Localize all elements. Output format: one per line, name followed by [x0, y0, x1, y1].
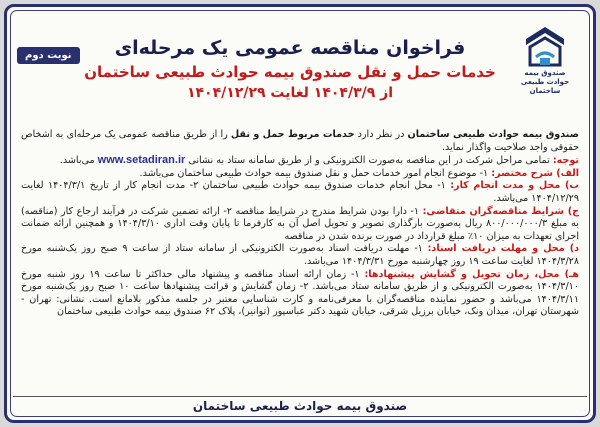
logo-text-line-2: حوادث طبیعی: [520, 78, 570, 86]
logo-mark-icon: [522, 23, 568, 69]
title-block: [83, 35, 497, 103]
section-a: [21, 168, 579, 181]
logo-text-line-1: صندوق بیمه: [524, 69, 566, 77]
section-c-label: ج) شرایط مناقصه‌گران متقاضی:: [422, 205, 579, 217]
footer-org-name: صندوق بیمه حوادث طبیعی ساختمان: [13, 396, 587, 416]
intro-bold: خدمات مربوط حمل و نقل: [230, 129, 355, 140]
intro-paragraph: [21, 129, 579, 154]
note-end: می‌باشد.: [59, 155, 98, 167]
section-e-label: هـ) محل، زمان تحویل و گشایش پیشنهادها:: [364, 268, 579, 280]
note-label: توجه:: [552, 155, 579, 167]
setad-link[interactable]: www.setadiran.ir: [97, 154, 186, 167]
section-b-label: ب) محل و مدت انجام کار:: [450, 180, 579, 192]
section-a-label: الف) شرح مختصر:: [491, 167, 579, 179]
header: [13, 13, 587, 125]
section-e-text: ۱- زمان ارائه اسناد مناقصه و پیشنهاد مالی حداکثر تا ساعت ۱۹ روز شنبه مورخ ۱۴۰۴/۳/۱۰ به‌صورت الکترونیکی و از طریق سامانه ستاد می‌باشد. ۲- زمان گشایش و قرائت پیشنهادها ساعت ۱۰ صبح روز یک‌شنبه مورخ ۱۴۰۴/۳/۱۱ می‌باشد و حضور نماینده مناقصه‌گران با معرفی‌نامه و کارت شناسایی معتبر در جلسه مذکور بلامانع است. نشانی: تهران - شهرستان تهران، میدان ونک، خیابان برزیل شرقی، خیابان شهید دکتر عباسپور (توانیر)، پلاک ۶۲ صندوق بیمه حوادث طبیعی ساختمان: [21, 268, 579, 318]
section-b-text: ۱- محل انجام خدمات صندوق بیمه حوادث طبیعی ساختمان ۲- مدت انجام کار از تاریخ ۱۴۰۴/۳/۱ لغایت ۱۴۰۴/۱۲/۲۹ می‌باشد.: [21, 180, 579, 204]
logo-text-line-3: ساختمان: [529, 87, 561, 95]
section-d-text: ۱- مهلت دریافت اسناد به‌صورت الکترونیکی از سامانه ستاد از ساعت ۹ صبح روز یک‌شنبه مورخ ۱۴۰۴/۳/۲۸ لغایت ساعت ۱۹ روز چهارشنبه مورخ ۱۴۰۴/۳/۳۱ می‌باشد.: [21, 243, 579, 267]
intro-org: صندوق بیمه حوادث طبیعی ساختمان: [407, 129, 579, 140]
date-range: از ۱۴۰۴/۳/۹ لغایت ۱۴۰۴/۱۲/۲۹: [186, 85, 394, 101]
note-text: تمامی مراحل شرکت در این مناقصه به‌صورت الکترونیکی و از طریق سامانه ستاد به نشانی: [185, 155, 553, 167]
intro-mid: در نظر دارد: [354, 129, 408, 140]
organization-logo: [507, 23, 583, 123]
newspaper-ad: [4, 4, 596, 423]
notice-body: [21, 129, 579, 319]
section-c-text: ۱- دارا بودن شرایط مندرج در شرایط مناقصه ۲- ارائه تضمین شرکت در فرآیند ارجاع کار (مناقصه) به مبلغ ۸۰۰/۰۰۰/۰۰۰/۳ ریال به‌صورت بارگذاری تصویر و تحویل اصل آن به کارفرما تا پایان وقت اداری ۱۴۰۴/۳/۱۰ و همچنین ارائه ضمانت اجرای تعهدات به میزان ۱۰٪ مبلغ قرارداد در صورت برنده شدن در مناقصه: [21, 205, 579, 242]
subtitle: خدمات حمل و نقل صندوق بیمه حوادث طبیعی ساختمان: [84, 63, 496, 81]
section-d: [21, 243, 579, 268]
round-badge: نوبت دوم: [17, 47, 80, 64]
main-title: فراخوان مناقصه عمومی یک مرحله‌ای: [114, 37, 466, 59]
section-a-text: ۱- موضوع انجام امور خدمات حمل و نقل صندوق بیمه حوادث طبیعی ساختمان می‌باشد.: [139, 167, 492, 179]
intro-rest: را از طریق مناقصه عمومی یک مرحله‌ای به اشخاص حقوقی واجد صلاحیت واگذار نماید.: [21, 129, 579, 153]
section-b: [21, 180, 579, 205]
section-d-label: د) محل و مهلت دریافت اسناد:: [427, 243, 579, 255]
section-c: [21, 206, 579, 244]
note-paragraph: [21, 154, 579, 168]
section-e: [21, 269, 579, 319]
